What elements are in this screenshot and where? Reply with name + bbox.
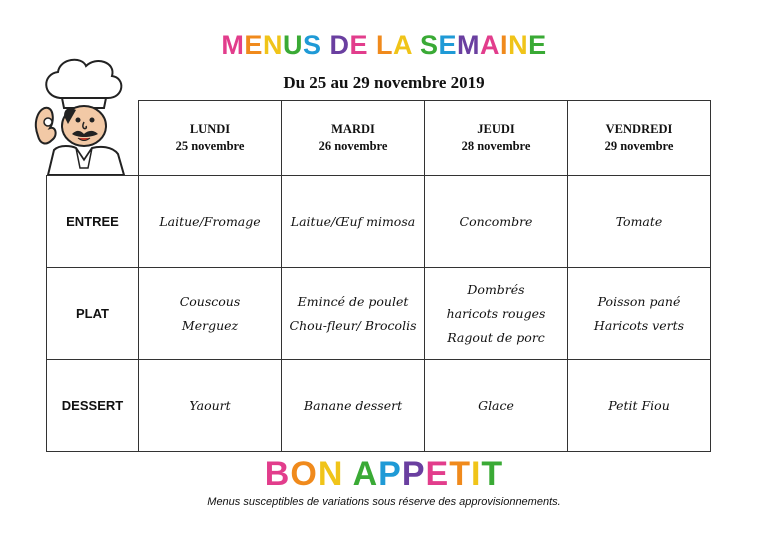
dish-line: Emincé de poulet	[297, 293, 409, 309]
day-name: LUNDI	[189, 122, 231, 136]
dish-line: Tomate	[615, 213, 663, 229]
bon-appetit-banner: BON APPETIT	[264, 455, 504, 493]
days-header-row	[47, 101, 711, 176]
dish-cell	[282, 268, 425, 360]
row-label: PLAT	[47, 268, 139, 360]
dish-line: Dombrés	[467, 281, 525, 297]
dish-cell	[425, 360, 568, 452]
dish-cell	[139, 360, 282, 452]
week-dates: Du 25 au 29 novembre 2019	[283, 73, 485, 92]
menu-row-entree	[47, 176, 711, 268]
menu-row-plat	[47, 268, 711, 360]
dish-line: haricots rouges	[446, 305, 546, 321]
menu-table	[46, 100, 711, 452]
day-date: 29 novembre	[604, 139, 674, 153]
disclaimer-note: Menus susceptibles de variations sous réserve des approvisionnements.	[207, 496, 561, 508]
dish-line: Ragout de porc	[447, 329, 545, 345]
dish-line: Banane dessert	[303, 397, 403, 413]
dish-cell	[568, 360, 711, 452]
dish-cell	[282, 360, 425, 452]
day-name: VENDREDI	[605, 122, 673, 136]
dish-cell	[425, 176, 568, 268]
corner-cell	[47, 101, 139, 176]
row-label: DESSERT	[47, 360, 139, 452]
dish-line: Poisson pané	[597, 293, 681, 309]
day-date: 28 novembre	[461, 139, 531, 153]
dish-cell	[568, 268, 711, 360]
dish-line: Laitue/Œuf mimosa	[290, 213, 416, 229]
row-label: ENTREE	[47, 176, 139, 268]
day-header	[425, 101, 568, 176]
dish-line: Glace	[478, 397, 514, 413]
dish-line: Petit Fiou	[608, 397, 670, 413]
dish-line: Couscous	[179, 293, 241, 309]
dish-cell	[425, 268, 568, 360]
dish-line: Haricots verts	[593, 317, 685, 333]
day-header	[568, 101, 711, 176]
menu-row-dessert	[47, 360, 711, 452]
dish-cell	[139, 268, 282, 360]
dish-line: Yaourt	[189, 397, 231, 413]
dish-line: Chou-fleur/ Brocolis	[289, 317, 417, 333]
day-date: 25 novembre	[175, 139, 245, 153]
day-name: MARDI	[331, 122, 375, 136]
dish-cell	[139, 176, 282, 268]
dish-line: Merguez	[181, 317, 239, 333]
dish-cell	[568, 176, 711, 268]
dish-line: Concombre	[459, 213, 533, 229]
day-header	[139, 101, 282, 176]
page-title: MENUS DE LA SEMAINE	[221, 30, 547, 60]
dish-cell	[282, 176, 425, 268]
day-date: 26 novembre	[318, 139, 388, 153]
dish-line: Laitue/Fromage	[159, 213, 261, 229]
day-header	[282, 101, 425, 176]
day-name: JEUDI	[477, 122, 515, 136]
